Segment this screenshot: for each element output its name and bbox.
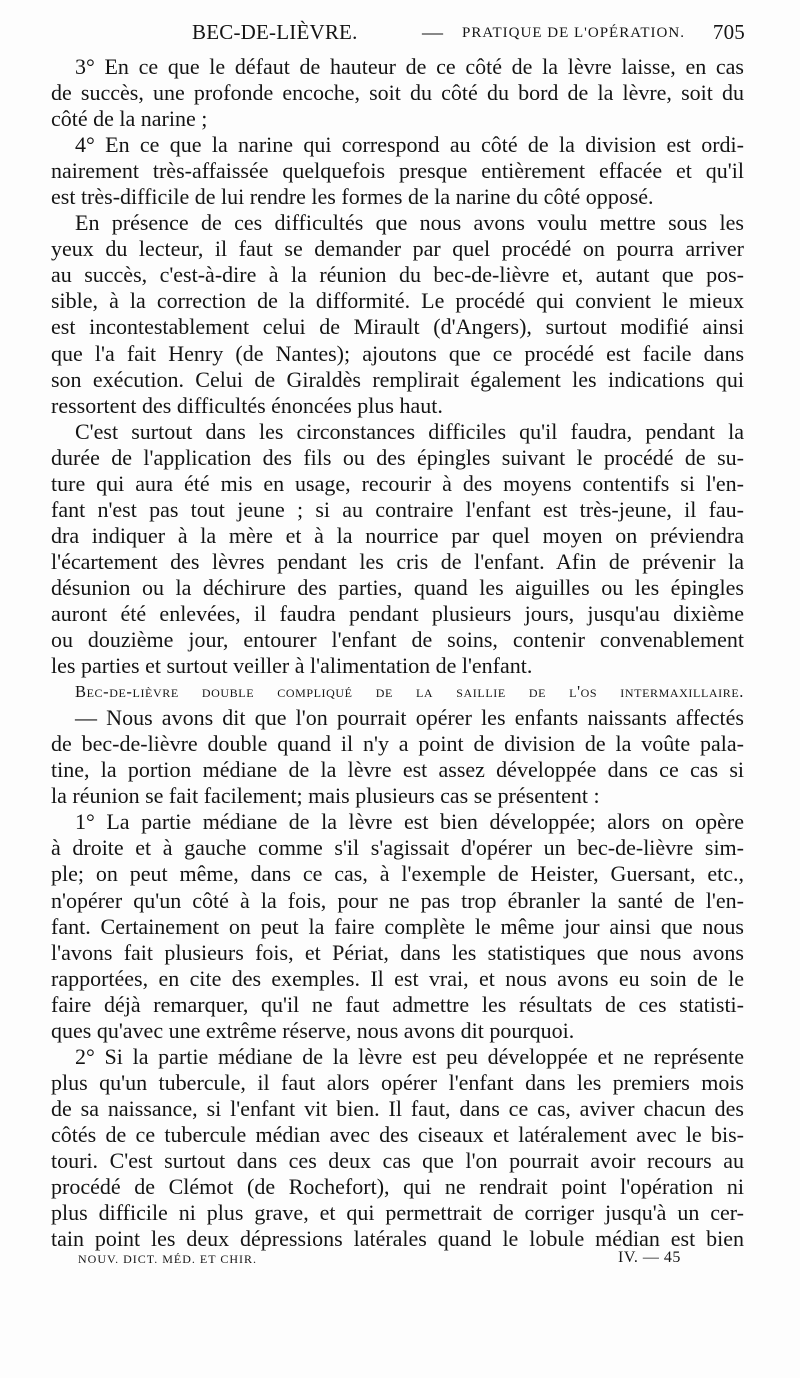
text-line: côtés de ce tubercule médian avec des ciseaux et latéralement avec le bis- (51, 1121, 744, 1147)
text-line: C'est surtout dans les circonstances difficiles qu'il faudra, pendant la (75, 418, 744, 444)
text-line: au succès, c'est-à-dire à la réunion du bec-de-lièvre et, autant que pos- (51, 262, 744, 288)
text-line: fant. Certainement on peut la faire complète le même jour ainsi que nous (51, 913, 744, 939)
text-line: plus difficile ni plus grave, et qui permettrait de corriger jusqu'à un cer- (51, 1200, 744, 1226)
text-line: rapportées, en cite des exemples. Il est vrai, et nous avons eu soin de le (51, 965, 744, 991)
running-head (78, 16, 745, 50)
text-line: touri. C'est surtout dans ces deux cas que l'on pourrait avoir recours au (51, 1147, 744, 1173)
text-line: procédé de Clémot (de Rochefort), qui ne rendrait point l'opération ni (51, 1174, 744, 1200)
text-line: les parties et surtout veiller à l'alimentation de l'enfant. (51, 653, 533, 679)
text-line: — Nous avons dit que l'on pourrait opérer les enfants naissants affectés (75, 705, 744, 731)
text-line: ple; on peut même, dans ce cas, à l'exemple de Heister, Guersant, etc., (51, 861, 744, 887)
text-line: 2° Si la partie médiane de la lèvre est peu développée et ne représente (75, 1043, 744, 1069)
text-line: yeux du lecteur, il faut se demander par quel procédé on pourra arriver (51, 236, 744, 262)
text-line: est très-difficile de lui rendre les formes de la narine du côté opposé. (51, 184, 654, 210)
text-line: ressortent des difficultés énoncées plus haut. (51, 392, 443, 418)
text-line: dra indiquer à la mère et à la nourrice par quel moyen on préviendra (51, 522, 744, 548)
text-line: désunion ou la déchirure des parties, quand les aiguilles ou les épingles (51, 574, 744, 600)
text-line: auront été enlevées, il faudra pendant plusieurs jours, jusqu'au dixième (51, 600, 744, 626)
text-line: plus qu'un tubercule, il faut alors opérer l'enfant dans les premiers mois (51, 1069, 744, 1095)
text-line: à droite et à gauche comme s'il s'agissait d'opérer un bec-de-lièvre sim- (51, 835, 744, 861)
running-head-title: BEC-DE-LIÈVRE. (192, 20, 358, 44)
text-line: tain point les deux dépressions latérales quand le lobule médian est bien (51, 1226, 744, 1252)
page-number: 705 (712, 20, 745, 44)
text-line: 4° En ce que la narine qui correspond au côté de la division est ordi- (75, 132, 744, 158)
footer-publication: NOUV. DICT. MÉD. ET CHIR. (78, 1252, 258, 1266)
text-line: la réunion se fait facilement; mais plusieurs cas se présentent : (51, 783, 600, 809)
text-line: 3° En ce que le défaut de hauteur de ce côté de la lèvre laisse, en cas (75, 54, 744, 79)
text-line: nairement très-affaissée quelquefois presque entièrement effacée et qu'il (51, 158, 744, 184)
text-line: que l'a fait Henry (de Nantes); ajoutons que ce procédé est facile dans (51, 340, 744, 366)
text-line: son exécution. Celui de Giraldès remplirait également les indications qui (51, 366, 744, 392)
text-line: ture qui aura été mis en usage, recourir à des moyens contentifs si l'en- (51, 470, 744, 496)
text-line: de bec-de-lièvre double quand il n'y a point de division de la voûte pala- (51, 731, 744, 757)
text-line: de succès, une profonde encoche, soit du côté du bord de la lèvre, soit du (51, 80, 744, 106)
running-head-separator: — (422, 20, 444, 44)
text-line: ques qu'avec une extrême réserve, nous avons dit pourquoi. (51, 1017, 575, 1043)
text-line: l'avons fait plusieurs fois, et Périat, dans les statistiques que nous avons (51, 939, 744, 965)
text-line: tine, la portion médiane de la lèvre est assez développée dans ce cas si (51, 757, 744, 783)
body-text (51, 54, 744, 1252)
section-heading-line: Bec-de-lièvre double compliqué de la saillie de l'os intermaxillaire. (75, 682, 744, 702)
text-line: En présence de ces difficultés que nous avons voulu mettre sous les (75, 210, 744, 236)
text-line: faire déjà remarquer, qu'il ne faut admettre les résultats de ces statisti- (51, 991, 744, 1017)
text-line: n'opérer qu'un côté à la fois, pour ne pas trop ébranler la santé de l'en- (51, 887, 744, 913)
footer-signature: IV. — 45 (618, 1249, 681, 1266)
text-line: l'écartement des lèvres pendant les cris de l'enfant. Afin de prévenir la (51, 548, 744, 574)
text-line: 1° La partie médiane de la lèvre est bien développée; alors on opère (75, 809, 744, 835)
text-line: ou douzième jour, entourer l'enfant de soins, contenir convenablement (51, 627, 744, 653)
text-line: côté de la narine ; (51, 106, 208, 132)
text-line: durée de l'application des fils ou des épingles suivant le procédé de su- (51, 444, 744, 470)
page-footer (78, 1249, 698, 1272)
text-line: sible, à la correction de la difformité. Le procédé qui convient le mieux (51, 288, 744, 314)
text-line: fant n'est pas tout jeune ; si au contraire l'enfant est très-jeune, il fau- (51, 496, 744, 522)
text-line: est incontestablement celui de Mirault (d'Angers), surtout modifié ainsi (51, 314, 744, 340)
text-line: de sa naissance, si l'enfant vit bien. Il faut, dans ce cas, aviver chacun des (51, 1095, 744, 1121)
running-head-section: PRATIQUE DE L'OPÉRATION. (462, 25, 685, 41)
